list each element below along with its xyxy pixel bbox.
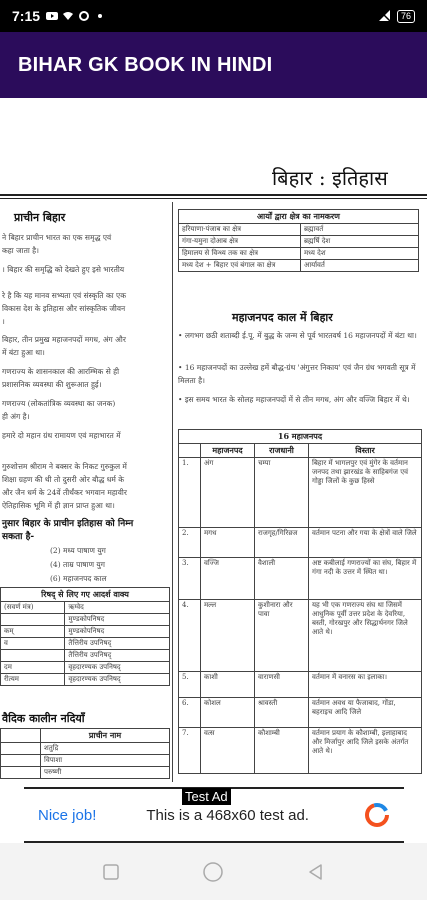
- document-page[interactable]: [0, 98, 427, 785]
- page-title: बिहार : इतिहास: [272, 166, 388, 190]
- table-cell: चम्पा: [255, 458, 309, 528]
- table-row: [1, 602, 170, 614]
- table-row: [179, 528, 422, 558]
- table-cell: [1, 650, 65, 662]
- table-cell: 4.: [179, 600, 201, 672]
- left-para: बिहार, तीन प्रमुख महाजनपदों मगध, अंग और: [2, 335, 126, 344]
- table-cell: यह भी एक गणराज्य संघ था जिसमें आधुनिक पूर्वी उत्तर प्रदेश के देवरिया, बस्ती, गोरखपुर और सिद्धार्थनगर जिले आते थे।: [309, 600, 422, 672]
- column-header: महाजनपद: [201, 444, 255, 458]
- table-cell: मुण्डकोपनिषद: [65, 614, 170, 626]
- heading-mahajanapada: महाजनपद काल में बिहार: [232, 311, 333, 324]
- left-para: ही अंग है।: [2, 412, 30, 421]
- ad-headline: Nice job!: [38, 806, 97, 824]
- table-row: [179, 698, 422, 728]
- list-item: (6) महाजनपद काल: [50, 574, 107, 583]
- title-rule: [0, 194, 427, 196]
- left-para: गुरुशोत्तम श्रीराम ने बक्सर के निकट गुरुकुल में: [2, 462, 127, 471]
- heading-history-division: नुसार बिहार के प्राचीन इतिहास को निम्न: [2, 519, 134, 529]
- table-row: [1, 662, 170, 674]
- table-cell: कुशीनारा और पावा: [255, 600, 309, 672]
- app-bar: [0, 32, 427, 98]
- table-header: प्राचीन नाम: [41, 729, 170, 743]
- table-cell: वाराणसी: [255, 672, 309, 698]
- column-header: राजधानी: [255, 444, 309, 458]
- table-cell: हरियाणा-पंजाब का क्षेत्र: [179, 224, 301, 236]
- left-para: ऐतिहासिक भूमि में ही ज्ञान प्राप्त हुआ था।: [2, 501, 115, 510]
- table-cell: शतुद्रि: [41, 743, 170, 755]
- table-cell: कोशल: [201, 698, 255, 728]
- table-cell: काशी: [201, 672, 255, 698]
- table-row: [179, 458, 422, 528]
- bullet-paragraph: • इस समय भारत के सोलह महाजनपदों में से तीन मगध, अंग और वज्जि बिहार में थे।: [178, 394, 422, 407]
- table-cell: दम: [1, 662, 65, 674]
- left-para: गणराज्य (लोकतांत्रिक व्यवस्था का जनक): [2, 399, 116, 408]
- table-row: [179, 728, 422, 774]
- table-cell: ऋग्वेद: [65, 602, 170, 614]
- left-para: शिक्षा ग्रहण की थी तो दुसरी ओर बौद्ध धर्म के: [2, 475, 124, 484]
- bullet-paragraph: • 16 महाजनपदों का उल्लेख हमें बौद्ध-ग्रंथ 'अंगुत्तर निकाय' एवं जैन ग्रंथ भगवती सूत्र में मिलता है।: [178, 362, 422, 387]
- table-row: [179, 236, 419, 248]
- wifi-icon: [62, 10, 74, 22]
- table-cell: 6.: [179, 698, 201, 728]
- heading-ancient-bihar: प्राचीन बिहार: [14, 211, 66, 224]
- ad-body-text: This is a 468x60 test ad.: [146, 806, 309, 824]
- table-row: [179, 260, 419, 272]
- table-cell: [1, 755, 41, 767]
- table-row: [179, 672, 422, 698]
- table-cell: 2.: [179, 528, 201, 558]
- table-row: [1, 626, 170, 638]
- table-cell: गंगा-यमुना दोआब क्षेत्र: [179, 236, 301, 248]
- navigation-bar: [0, 843, 427, 900]
- table-cell: ब्रह्मर्षि देश: [301, 236, 419, 248]
- table-cell: तैत्तिरीय उपनिषद्: [65, 650, 170, 662]
- column-header: विस्तार: [309, 444, 422, 458]
- table-row: [1, 743, 170, 755]
- table-cell: अष्ट कबीलाई गणराज्यों का संघ, बिहार में गंगा नदी के उत्तर में स्थित था।: [309, 558, 422, 600]
- table-cell: वत्स: [201, 728, 255, 774]
- table-cell: राजगृह/गिरिव्रज: [255, 528, 309, 558]
- mahajanapada-table: [178, 429, 422, 774]
- table-cell: मल्ल: [201, 600, 255, 672]
- table-cell: हिमालय से विन्ध्य तक का क्षेत्र: [179, 248, 301, 260]
- table-cell: 5.: [179, 672, 201, 698]
- table-cell: वज्जि: [201, 558, 255, 600]
- table-cell: ब्रह्मावर्त: [301, 224, 419, 236]
- table-cell: आर्यावर्त: [301, 260, 419, 272]
- dot-icon: [94, 10, 106, 22]
- table-cell: मगध: [201, 528, 255, 558]
- table-row: [179, 558, 422, 600]
- table-cell: रीत्यम: [1, 674, 65, 686]
- battery-icon: 76: [397, 10, 415, 23]
- left-para: में बंटा हुआ था।: [2, 348, 45, 357]
- ad-label: Test Ad: [182, 788, 231, 805]
- table-cell: वृहदारण्यक उपनिषद्: [65, 674, 170, 686]
- aryan-naming-table: [178, 209, 419, 272]
- table-row: [1, 650, 170, 662]
- list-item: (2) मध्य पाषाण युग: [50, 546, 106, 555]
- home-icon: [202, 861, 224, 883]
- left-para: कहा जाता है।: [2, 246, 40, 255]
- table-cell: [1, 767, 41, 779]
- signal-icon: [379, 10, 391, 22]
- table-cell: वर्तमान प्रयाग के कौशाम्बी, इलाहाबाद और मिर्जापुर आदि जिले इसके अंतर्गत आते थे।: [309, 728, 422, 774]
- settings-icon: [78, 10, 90, 22]
- table-header: [1, 729, 41, 743]
- left-para: और जैन धर्म के 24वें तीर्थंकर भगवान महावीर: [2, 488, 127, 497]
- table-row: [1, 767, 170, 779]
- table-row: [1, 674, 170, 686]
- left-para: रे है कि यह मानव सभ्यता एवं संस्कृति का एक: [2, 291, 126, 300]
- left-para: गणराज्य के शासनकाल की आरम्भिक से ही: [2, 367, 120, 376]
- recents-icon: [102, 863, 120, 881]
- table-cell: (सवर्ण मंत्र): [1, 602, 65, 614]
- table-row: [179, 248, 419, 260]
- table-cell: मध्य देश + बिहार एवं बंगाल का क्षेत्र: [179, 260, 301, 272]
- table-cell: तैत्तिरीय उपनिषद्: [65, 638, 170, 650]
- table-cell: परुष्णी: [41, 767, 170, 779]
- table-cell: विपाशा: [41, 755, 170, 767]
- motto-table: [0, 587, 170, 686]
- column-header: [179, 444, 201, 458]
- ad-logo-icon: [364, 802, 390, 828]
- column-divider: [172, 202, 173, 782]
- table-cell: मध्य देश: [301, 248, 419, 260]
- table-header: आर्यों द्वारा क्षेत्र का नामकरण: [179, 210, 419, 224]
- table-row: [1, 755, 170, 767]
- table-cell: वर्तमान अवध या फैजाबाद, गोंडा, बहराइच आदि जिले: [309, 698, 422, 728]
- table-cell: कौशाम्बी: [255, 728, 309, 774]
- table-cell: मुण्डकोपनिषद: [65, 626, 170, 638]
- table-cell: कम्: [1, 626, 65, 638]
- left-para: विकास देश के इतिहास और सांस्कृतिक जीवन: [2, 304, 126, 313]
- table-cell: 7.: [179, 728, 201, 774]
- recents-button[interactable]: [100, 861, 122, 883]
- table-cell: वृहदारण्यक उपनिषद्: [65, 662, 170, 674]
- left-para: । बिहार की समृद्धि को देखते हुए इसे भारतीय: [2, 265, 125, 274]
- back-button[interactable]: [305, 861, 327, 883]
- table-cell: [1, 743, 41, 755]
- heading-history-division-cont: सकता है-: [2, 532, 35, 542]
- left-para: प्रशासनिक व्यवस्था की शुरूआत हुई।: [2, 380, 102, 389]
- bullet-paragraph: • लगभग छठी शताब्दी ई.पू. में बुद्ध के जन्म से पूर्व भारतवर्ष 16 महाजनपदों में बंटा था।: [178, 330, 422, 343]
- home-button[interactable]: [202, 861, 224, 883]
- table-row: [1, 614, 170, 626]
- status-time: 7:15: [12, 8, 41, 24]
- heading-vedic-rivers: वैदिक कालीन नदियाँ: [2, 712, 85, 725]
- table-cell: वर्तमान पटना और गया के क्षेत्रों वाले जिले: [309, 528, 422, 558]
- table-row: [1, 638, 170, 650]
- left-para: ।: [2, 317, 5, 326]
- back-icon: [307, 863, 325, 881]
- list-item: (4) ताम्र पाषाण युग: [50, 560, 105, 569]
- table-cell: [1, 614, 65, 626]
- title-rule-secondary: [0, 198, 427, 199]
- table-cell: अंग: [201, 458, 255, 528]
- table-cell: बिहार में भागलपुर एवं मुंगेर के वर्तमान जनपद तथा झारखंड के साहिबगंज एवं गोड्डा जिलों के कुछ हिस्से: [309, 458, 422, 528]
- youtube-icon: [46, 10, 58, 22]
- table-row: [179, 600, 422, 672]
- notification-icons: [46, 10, 106, 22]
- table-cell: व: [1, 638, 65, 650]
- left-para: ने बिहार प्राचीन भारत का एक समृद्ध एवं: [2, 233, 112, 242]
- system-icons: [379, 10, 415, 23]
- table-cell: वैशाली: [255, 558, 309, 600]
- table-cell: 3.: [179, 558, 201, 600]
- table-header: रिषद् से लिए गए आदर्श वाक्य: [1, 588, 170, 602]
- table-cell: श्रावस्ती: [255, 698, 309, 728]
- table-title: 16 महाजनपद: [179, 430, 422, 444]
- rivers-table: [0, 728, 170, 779]
- status-bar: [0, 0, 427, 32]
- table-cell: वर्तमान में वनारस का इलाका।: [309, 672, 422, 698]
- table-cell: 1.: [179, 458, 201, 528]
- app-title: BIHAR GK BOOK IN HINDI: [18, 53, 273, 76]
- left-para: हमारे दो महान ग्रंथ रामायण एवं महाभारत में: [2, 431, 121, 440]
- table-row: [179, 224, 419, 236]
